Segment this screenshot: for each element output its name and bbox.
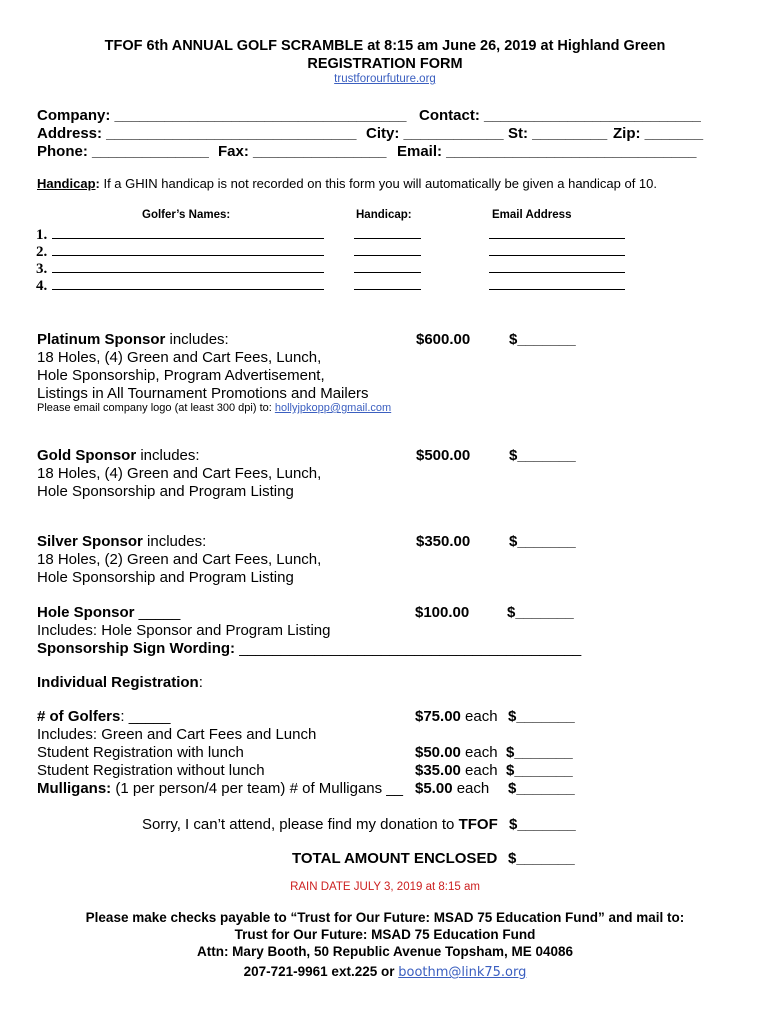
phone-field[interactable]: Phone: ______________ bbox=[37, 143, 209, 160]
donation-row bbox=[142, 816, 498, 834]
state-field[interactable]: St: _________ bbox=[508, 125, 608, 142]
gold-line: 18 Holes, (4) Green and Cart Fees, Lunch, bbox=[37, 465, 322, 482]
student-no-lunch-amount-field[interactable]: $_______ bbox=[506, 762, 573, 779]
silver-amount-field[interactable]: $_______ bbox=[509, 533, 576, 550]
golfer-email-line[interactable] bbox=[489, 289, 625, 290]
gold-price: $500.00 bbox=[416, 447, 471, 464]
mulligans-price-row: $5.00 each bbox=[415, 780, 490, 797]
golfer-handicap-line[interactable] bbox=[354, 255, 421, 256]
platinum-line: Listings in All Tournament Promotions and Mailers bbox=[37, 385, 369, 402]
gold-sponsor-name: Gold Sponsor bbox=[37, 447, 137, 464]
individual-includes: Includes: Green and Cart Fees and Lunch bbox=[37, 726, 317, 743]
gold-amount-field[interactable]: $_______ bbox=[509, 447, 576, 464]
platinum-price: $600.00 bbox=[416, 331, 471, 348]
golfer-email-line[interactable] bbox=[489, 272, 625, 273]
sign-wording-label: Sponsorship Sign Wording: bbox=[37, 640, 236, 657]
hole-sponsor-price: $100.00 bbox=[415, 604, 470, 621]
city-field[interactable]: City: ____________ bbox=[366, 125, 504, 142]
contact-phone: 207-721-9961 ext.225 or bbox=[243, 964, 399, 979]
golfer-names-header: Golfer’s Names: bbox=[142, 209, 231, 221]
email-field[interactable]: Email: ______________________________ bbox=[397, 143, 697, 160]
hole-sponsor-count-field[interactable]: _____ bbox=[134, 604, 181, 621]
golfers-count-row bbox=[37, 708, 170, 726]
gold-line: Hole Sponsorship and Program Listing bbox=[37, 483, 294, 500]
form-title: TFOF 6th ANNUAL GOLF SCRAMBLE at 8:15 am June 26, 2019 at Highland Green bbox=[104, 38, 666, 54]
silver-line: Hole Sponsorship and Program Listing bbox=[37, 569, 294, 586]
platinum-line: Hole Sponsorship, Program Advertisement, bbox=[37, 367, 325, 384]
golfer-name-line[interactable] bbox=[52, 272, 324, 273]
sign-wording-row bbox=[37, 640, 581, 658]
total-label: TOTAL AMOUNT ENCLOSED bbox=[292, 850, 498, 867]
golfer-row-number: 4. bbox=[36, 278, 48, 294]
rain-date: RAIN DATE JULY 3, 2019 at 8:15 am bbox=[290, 881, 480, 893]
handicap-label: Handicap bbox=[37, 176, 96, 191]
gold-sponsor-heading: Gold Sponsor includes: bbox=[37, 447, 200, 464]
handicap-text: If a GHIN handicap is not recorded on this form you will automatically be given a handicap of 10. bbox=[99, 176, 657, 191]
sign-wording-field[interactable]: _________________________________________ bbox=[235, 640, 582, 657]
platinum-sponsor-name: Platinum Sponsor bbox=[37, 331, 166, 348]
donation-org: TFOF bbox=[458, 816, 498, 833]
student-without-lunch: Student Registration without lunch bbox=[37, 762, 265, 779]
student-with-lunch: Student Registration with lunch bbox=[37, 744, 244, 761]
student-no-lunch-price-row: $35.00 each bbox=[415, 762, 498, 779]
platinum-amount-field[interactable]: $_______ bbox=[509, 331, 576, 348]
golfer-row-number: 1. bbox=[36, 227, 48, 243]
silver-sponsor-heading: Silver Sponsor includes: bbox=[37, 533, 207, 550]
silver-line: 18 Holes, (2) Green and Cart Fees, Lunch, bbox=[37, 551, 322, 568]
student-lunch-price-row: $50.00 each bbox=[415, 744, 498, 761]
golfer-handicap-line[interactable] bbox=[354, 238, 421, 239]
student-lunch-amount-field[interactable]: $_______ bbox=[506, 744, 573, 761]
golfer-row-number: 3. bbox=[36, 261, 48, 277]
handicap-header: Handicap: bbox=[356, 209, 412, 221]
hole-sponsor-name: Hole Sponsor bbox=[37, 604, 135, 621]
mulligans-amount-field[interactable]: $_______ bbox=[508, 780, 575, 797]
golfer-name-line[interactable] bbox=[52, 238, 324, 239]
handicap-note: Handicap: If a GHIN handicap is not recorded on this form you will automatically be given a handicap of 10. bbox=[37, 176, 657, 191]
hole-sponsor-heading bbox=[37, 604, 180, 622]
zip-field[interactable]: Zip: _______ bbox=[613, 125, 704, 142]
fax-field[interactable]: Fax: ________________ bbox=[218, 143, 387, 160]
platinum-sponsor-heading: Platinum Sponsor includes: bbox=[37, 331, 229, 348]
golfers-count-label: # of Golfers bbox=[37, 708, 121, 725]
golfer-email-line[interactable] bbox=[489, 255, 625, 256]
individual-registration-heading: Individual Registration: bbox=[37, 674, 203, 691]
golfer-name-line[interactable] bbox=[52, 289, 324, 290]
silver-sponsor-name: Silver Sponsor bbox=[37, 533, 143, 550]
checks-payable-line: Please make checks payable to “Trust for Our Future: MSAD 75 Education Fund” and mail to: bbox=[85, 910, 685, 925]
total-amount-field[interactable]: $_______ bbox=[508, 850, 575, 867]
fund-name-line: Trust for Our Future: MSAD 75 Education Fund bbox=[234, 927, 536, 942]
hole-sponsor-amount-field[interactable]: $_______ bbox=[507, 604, 574, 621]
contact-field[interactable]: Contact: __________________________ bbox=[419, 107, 701, 124]
platinum-line: 18 Holes, (4) Green and Cart Fees, Lunch, bbox=[37, 349, 322, 366]
golfer-row-number: 2. bbox=[36, 244, 48, 260]
contact-line bbox=[0, 964, 770, 980]
company-field[interactable]: Company: ___________________________________ bbox=[37, 107, 407, 124]
contact-email-link[interactable]: boothm@link75.org bbox=[398, 965, 527, 980]
golfer-handicap-line[interactable] bbox=[354, 289, 421, 290]
golfer-handicap-line[interactable] bbox=[354, 272, 421, 273]
website-link[interactable]: trustforourfuture.org bbox=[334, 73, 436, 85]
donation-text: Sorry, I can’t attend, please find my donation to bbox=[142, 816, 459, 833]
donation-amount-field[interactable]: $_______ bbox=[509, 816, 576, 833]
silver-price: $350.00 bbox=[416, 533, 471, 550]
individual-price-row: $75.00 each bbox=[415, 708, 498, 725]
mulligans-row: Mulligans: (1 per person/4 per team) # of Mulligans __ bbox=[37, 780, 403, 797]
address-field[interactable]: Address: ______________________________ bbox=[37, 125, 357, 142]
mailing-address-line: Attn: Mary Booth, 50 Republic Avenue Topsham, ME 04086 bbox=[196, 944, 574, 959]
mulligans-label: Mulligans: bbox=[37, 780, 112, 797]
golfer-email-line[interactable] bbox=[489, 238, 625, 239]
platinum-email-link[interactable]: hollyjpkopp@gmail.com bbox=[274, 402, 392, 414]
platinum-logo-note: Please email company logo (at least 300 dpi) to: hollyjpkopp@gmail.com bbox=[37, 402, 392, 414]
email-address-header: Email Address bbox=[492, 209, 572, 221]
hole-sponsor-line: Includes: Hole Sponsor and Program Listing bbox=[37, 622, 331, 639]
form-subtitle: REGISTRATION FORM bbox=[307, 56, 463, 72]
individual-amount-field[interactable]: $_______ bbox=[508, 708, 575, 725]
golfer-name-line[interactable] bbox=[52, 255, 324, 256]
golfers-count-field[interactable]: : _____ bbox=[120, 708, 171, 725]
